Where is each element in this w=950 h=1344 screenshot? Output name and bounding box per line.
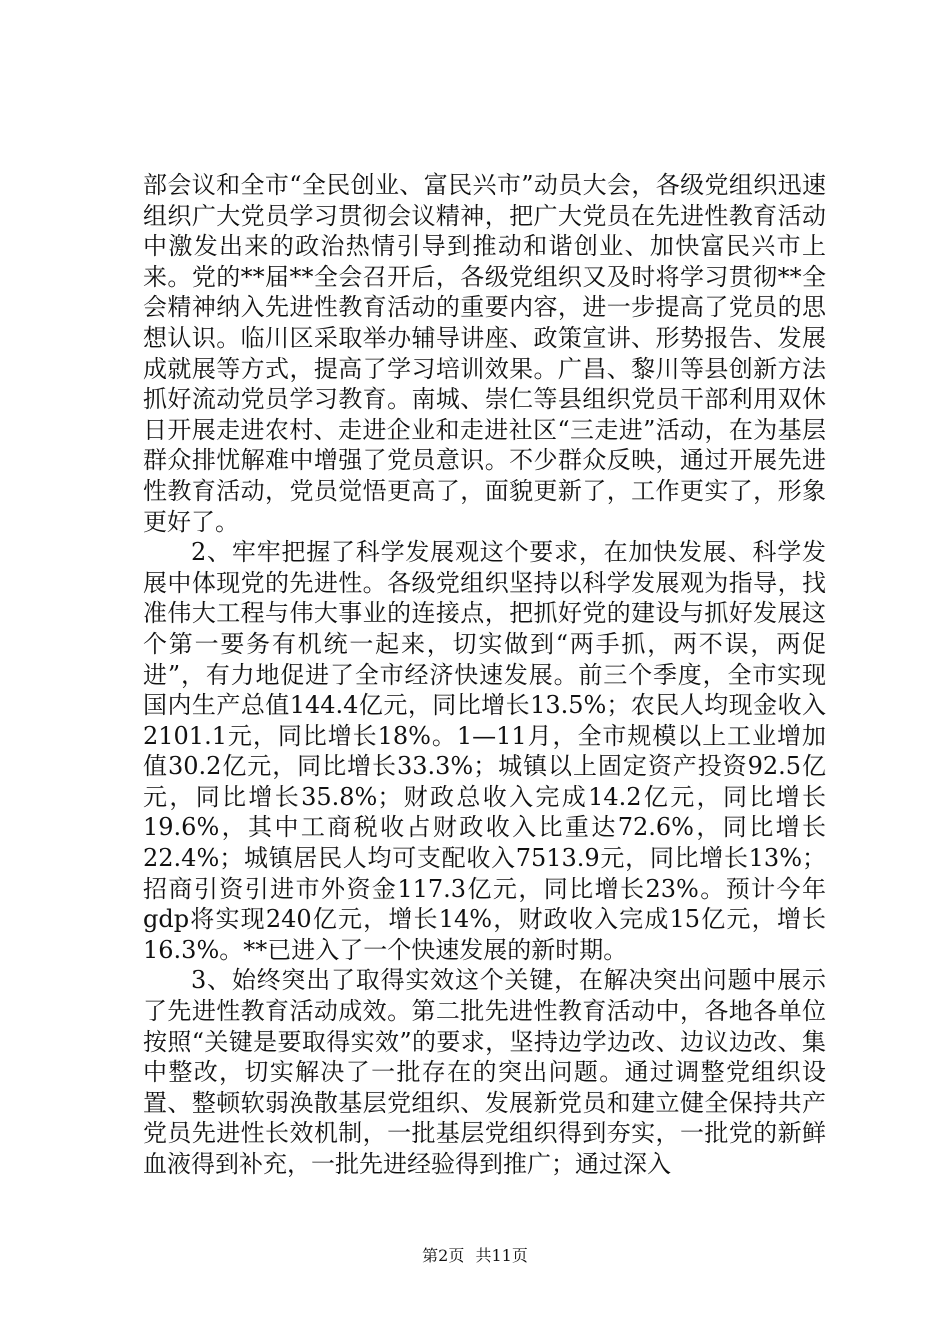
document-body	[143, 170, 826, 1180]
page-footer	[0, 1243, 950, 1266]
paragraph-continuation: 部会议和全市“全民创业、富民兴市”动员大会，各级党组织迅速组织广大党员学习贯彻会议精神，把广大党员在先进性教育活动中激发出来的政治热情引导到推动和谐创业、加快富民兴市上来。党的**届**全会召开后，各级党组织又及时将学习贯彻**全会精神纳入先进性教育活动的重要内容，进一步提高了党员的思想认识。临川区采取举办辅导讲座、政策宣讲、形势报告、发展成就展等方式，提高了学习培训效果。广昌、黎川等县创新方法抓好流动党员学习教育。南城、崇仁等县组织党员干部利用双休日开展走进农村、走进企业和走进社区“三走进”活动，在为基层群众排忧解难中增强了党员意识。不少群众反映，通过开展先进性教育活动，党员觉悟更高了，面貌更新了，工作更实了，形象更好了。	[143, 171, 826, 536]
page-number: 第2页	[422, 1246, 465, 1265]
paragraph-item-3: 3、始终突出了取得实效这个关键，在解决突出问题中展示了先进性教育活动成效。第二批先进性教育活动中，各地各单位按照“关键是要取得实效”的要求，坚持边学边改、边议边改、集中整改，切实解决了一批存在的突出问题。通过调整党组织设置、整顿软弱涣散基层党组织、发展新党员和建立健全保持共产党员先进性长效机制，一批基层党组织得到夯实，一批党的新鲜血液得到补充，一批先进经验得到推广；通过深入	[143, 966, 826, 1178]
paragraph-item-2: 2、牢牢把握了科学发展观这个要求，在加快发展、科学发展中体现党的先进性。各级党组织坚持以科学发展观为指导，找准伟大工程与伟大事业的连接点，把抓好党的建设与抓好发展这个第一要务有机统一起来，切实做到“两手抓，两不误，两促进”，有力地促进了全市经济快速发展。前三个季度，全市实现国内生产总值144.4亿元，同比增长13.5%；农民人均现金收入2101.1元，同比增长18%。1—11月，全市规模以上工业增加值30.2亿元，同比增长33.3%；城镇以上固定资产投资92.5亿元，同比增长35.8%；财政总收入完成14.2亿元，同比增长19.6%，其中工商税收占财政收入比重达72.6%，同比增长22.4%；城镇居民人均可支配收入7513.9元，同比增长13%；招商引资引进市外资金117.3亿元，同比增长23%。预计今年gdp将实现240亿元，增长14%，财政收入完成15亿元，增长16.3%。**已进入了一个快速发展的新时期。	[143, 538, 826, 964]
page-total: 共11页	[475, 1246, 528, 1265]
